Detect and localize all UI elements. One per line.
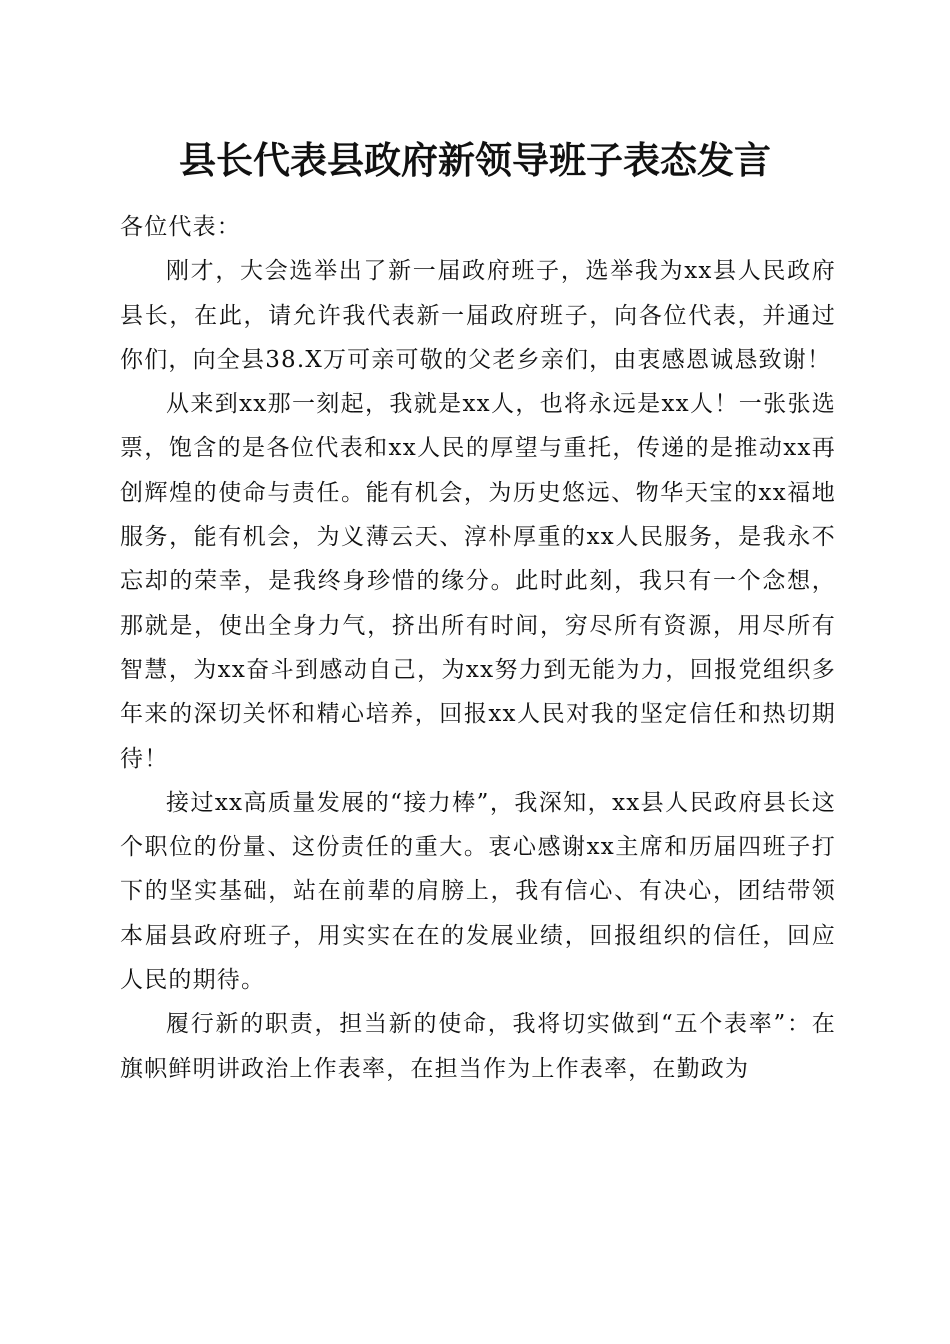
paragraph-3: 接过xx高质量发展的“接力棒”，我深知，xx县人民政府县长这个职位的份量、这份责任的重大。衷心感谢xx主席和历届四班子打下的坚实基础，站在前辈的肩膀上，我有信心、有决心，团结带领本届县政府班子，用实实在在的发展业绩，回报组织的信任，回应人民的期待。 — [120, 789, 836, 994]
document-title: 县长代表县政府新领导班子表态发言 — [179, 138, 771, 182]
paragraph-1: 刚才，大会选举出了新一届政府班子，选举我为xx县人民政府县长，在此，请允许我代表新一届政府班子，向各位代表，并通过你们，向全县38.X万可亲可敬的父老乡亲们，由衷感恩诚恳致谢！ — [120, 258, 836, 373]
salutation: 各位代表： — [120, 214, 241, 240]
document-body — [120, 205, 836, 1091]
paragraph-4: 履行新的职责，担当新的使命，我将切实做到“五个表率”：在旗帜鲜明讲政治上作表率，在担当作为上作表率，在勤政为 — [120, 1011, 836, 1082]
paragraph-2: 从来到xx那一刻起，我就是xx人，也将永远是xx人！一张张选票，饱含的是各位代表和xx人民的厚望与重托，传递的是推动xx再创辉煌的使命与责任。能有机会，为历史悠远、物华天宝的xx福地服务，能有机会，为义薄云天、淳朴厚重的xx人民服务，是我永不忘却的荣幸，是我终身珍惜的缘分。此时此刻，我只有一个念想，那就是，使出全身力气，挤出所有时间，穷尽所有资源，用尽所有智慧，为xx奋斗到感动自己，为xx努力到无能为力，回报党组织多年来的深切关怀和精心培养，回报xx人民对我的坚定信任和热切期待！ — [120, 391, 836, 772]
